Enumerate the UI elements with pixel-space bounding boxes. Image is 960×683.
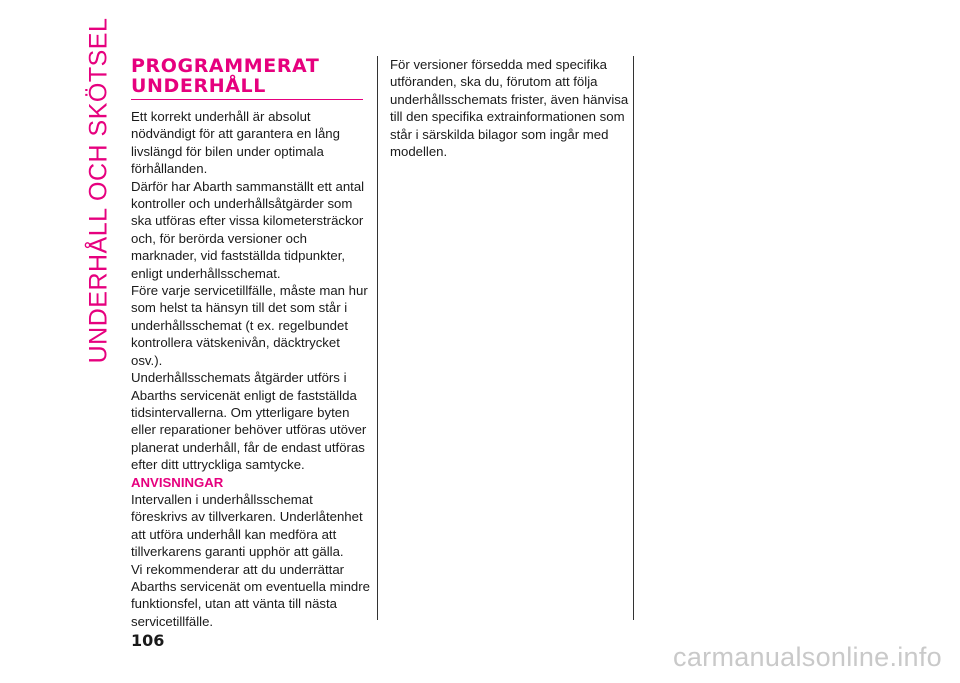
left-paragraph-1: Ett korrekt underhåll är absolut nödvändigt för att garantera en lång livslängd för bilen under optimala förhållanden. xyxy=(131,109,340,177)
section-side-title xyxy=(84,17,114,363)
watermark: carmanualsonline.info xyxy=(673,642,942,672)
left-paragraph-2: Därför har Abarth sammanställt ett antal kontroller och underhållsåtgärder som ska utföras efter vissa kilometersträckor och, för berörda versioner och marknader, vid fastställda tidpunkter, enligt underhållsschemat. xyxy=(131,178,365,281)
left-paragraph-4: Underhållsschemats åtgärder utförs i Abarths servicenät enligt de fastställda tidsintervallerna. Om ytterligare byten eller reparationer behöver utföras utöver planerat underhåll, får de endast utföras efter ditt uttryckliga samtycke. xyxy=(131,370,367,473)
section-side-title-text: UNDERHÅLL OCH SKÖTSEL xyxy=(84,17,113,363)
heading-line-1: PROGRAMMERAT xyxy=(131,55,320,77)
column-divider-left xyxy=(377,56,378,620)
left-column xyxy=(131,56,371,630)
note-paragraph-2: Vi rekommenderar att du underrättar Abarths servicenät om eventuella mindre funktionsfel, utan att vänta till nästa servicetillfälle. xyxy=(131,561,370,629)
note-heading: ANVISNINGAR xyxy=(131,474,224,490)
note-paragraph-1: Intervallen i underhållsschemat föreskrivs av tillverkaren. Underlåtenhet att utföra underhåll kan medföra att tillverkarens garanti upphör att gälla. xyxy=(131,491,363,560)
right-column xyxy=(390,56,630,160)
column-divider-right xyxy=(633,56,634,620)
heading-underline xyxy=(131,99,363,100)
page-number: 106 xyxy=(131,631,165,650)
left-paragraph-3: Före varje servicetillfälle, måste man hur som helst ta hänsyn till det som står i underhållsschemat (t ex. regelbundet kontrollera vätskenivån, däcktrycket osv.). xyxy=(131,283,368,368)
right-paragraph-1: För versioner försedda med specifika utföranden, ska du, förutom att följa underhållsschemats frister, även hänvisa till den specifika extrainformationen som står i särskilda bilagor som ingår med modellen. xyxy=(390,57,629,160)
page-heading xyxy=(131,56,371,99)
heading-line-2: UNDERHÅLL xyxy=(131,75,266,97)
